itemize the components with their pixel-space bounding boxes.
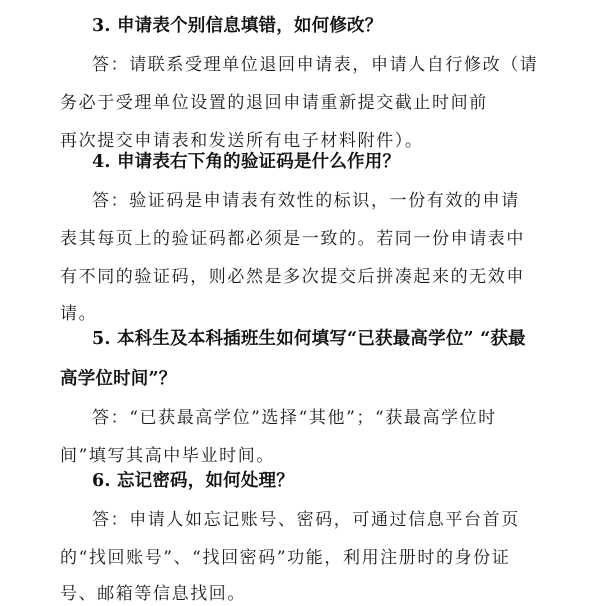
question-5-line-2: 高学位时间”？: [60, 369, 177, 389]
answer-5-line-2: 间”填写其高中毕业时间。: [60, 446, 275, 466]
answer-5-line-1: 答：“已获最高学位”选择“其他”；“获最高学位时: [92, 408, 497, 428]
answer-4-line-4: 请。: [60, 304, 98, 324]
question-6: 6. 忘记密码，如何处理？: [92, 471, 294, 491]
answer-4-line-2: 表其每页上的验证码都必须是一致的。若同一份申请表中: [60, 229, 525, 249]
answer-3-line-1: 答：请联系受理单位退回申请表，申请人自行修改（请: [92, 55, 539, 75]
question-3: 3. 申请表个别信息填错，如何修改？: [92, 16, 383, 36]
answer-6-line-1: 答：申请人如忘记账号、密码，可通过信息平台首页: [92, 510, 520, 530]
answer-3-line-3: 再次提交申请表和发送所有电子材料附件）。: [60, 131, 424, 151]
question-4: 4. 申请表右下角的验证码是什么作用？: [92, 152, 401, 172]
answer-4-line-1: 答：验证码是申请表有效性的标识，一份有效的申请: [92, 191, 520, 211]
question-5-line-1: 5. 本科生及本科插班生如何填写“已获最高学位” “获最: [92, 329, 526, 349]
answer-4-line-3: 有不同的验证码，则必然是多次提交后拼凑起来的无效申: [60, 267, 525, 287]
answer-6-line-3: 号、邮箱等信息找回。: [60, 584, 246, 604]
answer-6-line-2: 的“找回账号”、“找回密码”功能，利用注册时的身份证: [60, 548, 511, 568]
answer-3-line-2: 务必于受理单位设置的退回申请重新提交截止时间前: [60, 93, 488, 113]
